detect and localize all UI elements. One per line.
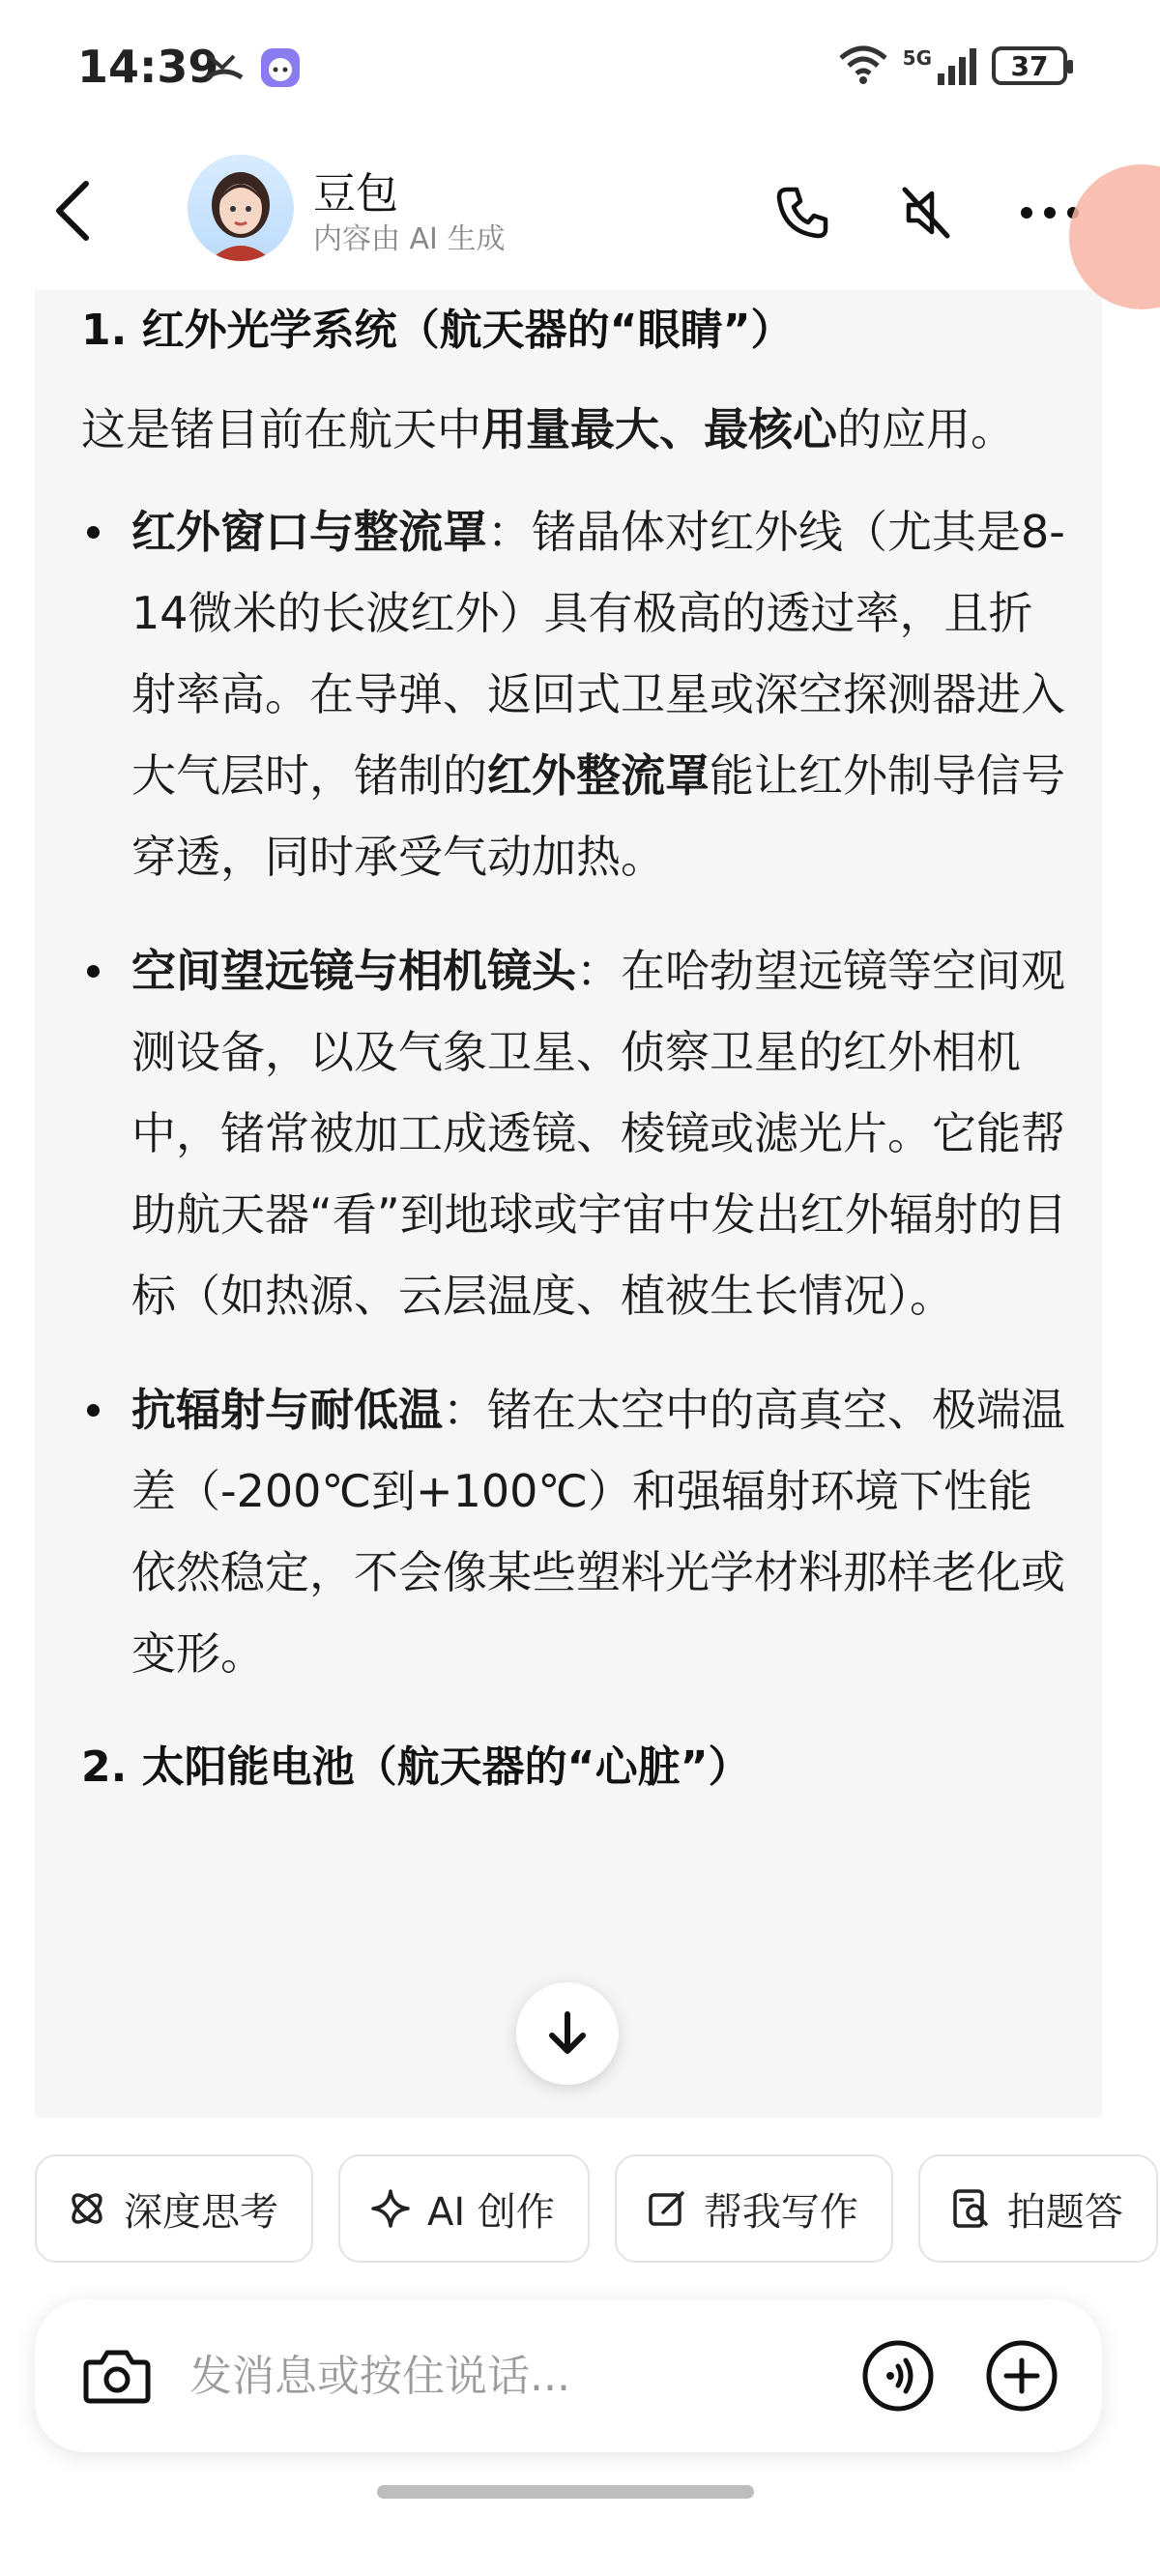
edit-icon <box>646 2187 688 2230</box>
voice-call-button[interactable] <box>856 2334 940 2417</box>
list-item <box>81 1369 1077 1694</box>
list-item <box>81 491 1077 897</box>
bullet-text: ：在哈勃望远镜等空间观测设备，以及气象卫星、侦察卫星的红外相机中，锗常被加工成透镜、棱镜或滤光片。它能帮助航天器“看”到地球或宇宙中发出红外辐射的目标（如热源、云层温度、植被生长情况）。 <box>131 945 1067 1322</box>
chevron-left-icon <box>51 180 94 242</box>
bullet-title: 空间望远镜与相机镜头 <box>131 945 576 997</box>
home-indicator[interactable] <box>377 2485 754 2499</box>
plus-circle-icon <box>985 2339 1058 2413</box>
mute-button[interactable] <box>887 174 965 251</box>
chip-help-write[interactable] <box>615 2154 893 2263</box>
camera-button[interactable] <box>75 2334 159 2417</box>
missed-call-icon <box>203 48 246 91</box>
quick-action-chips <box>35 2154 1158 2263</box>
intro-text-bold: 用量最大、最核心 <box>481 403 837 455</box>
network-type-label: 5G <box>902 46 932 70</box>
chip-deep-thinking[interactable] <box>35 2154 313 2263</box>
photo-question-icon <box>949 2187 992 2230</box>
battery-level: 37 <box>1010 49 1049 82</box>
voice-wave-icon <box>861 2339 935 2413</box>
chat-header <box>0 145 1160 280</box>
signal-5g-icon <box>903 46 978 85</box>
chip-label: AI 创作 <box>427 2189 555 2235</box>
arrow-down-icon <box>546 2010 589 2057</box>
sparkle-icon <box>369 2187 412 2230</box>
bot-avatar-icon <box>188 155 294 261</box>
bullet-bold-term: 红外整流罩 <box>487 749 710 802</box>
avatar[interactable] <box>188 155 294 261</box>
camera-icon <box>82 2345 152 2407</box>
bullet-text: ：锗在太空中的高真空、极端温差（-200℃到+100℃）和强辐射环境下性能依然稳定，不会像某些塑料光学材料那样老化或变形。 <box>131 1384 1065 1680</box>
chip-label: 拍题答 <box>1006 2189 1123 2235</box>
bullet-text: 能让红外制导信号穿透，同时承受气动加热。 <box>131 749 1065 883</box>
wifi-icon <box>837 43 889 89</box>
assistant-message <box>35 290 1102 2118</box>
status-time: 14:39 <box>77 41 219 93</box>
status-right-icons <box>837 43 1067 89</box>
bullet-title: 红外窗口与整流罩 <box>131 506 487 558</box>
back-button[interactable] <box>39 172 106 249</box>
chip-label: 帮我写作 <box>703 2189 858 2235</box>
message-input[interactable] <box>189 2342 731 2410</box>
intro-text-prefix: 这是锗目前在航天中 <box>81 403 481 455</box>
intro-text-suffix: 的应用。 <box>837 403 1015 455</box>
ai-generated-label: 内容由 AI 生成 <box>313 222 506 256</box>
chip-photo-answer[interactable] <box>918 2154 1158 2263</box>
add-attachment-button[interactable] <box>980 2334 1063 2417</box>
bullet-list <box>81 491 1077 1694</box>
bot-name: 豆包 <box>313 169 398 219</box>
atom-icon <box>66 2187 108 2230</box>
section-heading-1: 1. 红外光学系统（航天器的“眼睛”） <box>81 306 794 355</box>
phone-call-button[interactable] <box>764 174 841 251</box>
section-heading-2: 2. 太阳能电池（航天器的“心脏”） <box>81 1742 751 1792</box>
bullet-title: 抗辐射与耐低温 <box>131 1384 443 1436</box>
bullet-text: ：锗晶体对红外线（尤其是8-14微米的长波红外）具有极高的透过率，且折射率高。在导弹、返回式卫星或深空探测器进入大气层时，锗制的 <box>131 506 1065 802</box>
status-bar <box>0 0 1160 135</box>
chip-ai-create[interactable] <box>338 2154 590 2263</box>
list-item <box>81 930 1077 1336</box>
message-input-bar <box>35 2299 1102 2452</box>
app-notification-icon <box>259 46 302 93</box>
intro-paragraph <box>81 389 1077 470</box>
phone-icon <box>773 184 831 242</box>
chip-label: 深度思考 <box>124 2189 278 2235</box>
speaker-muted-icon <box>895 182 957 244</box>
scroll-to-bottom-button[interactable] <box>516 1982 619 2085</box>
battery-indicator <box>992 46 1067 85</box>
status-left-icons <box>203 46 302 93</box>
message-content <box>81 290 1077 1808</box>
